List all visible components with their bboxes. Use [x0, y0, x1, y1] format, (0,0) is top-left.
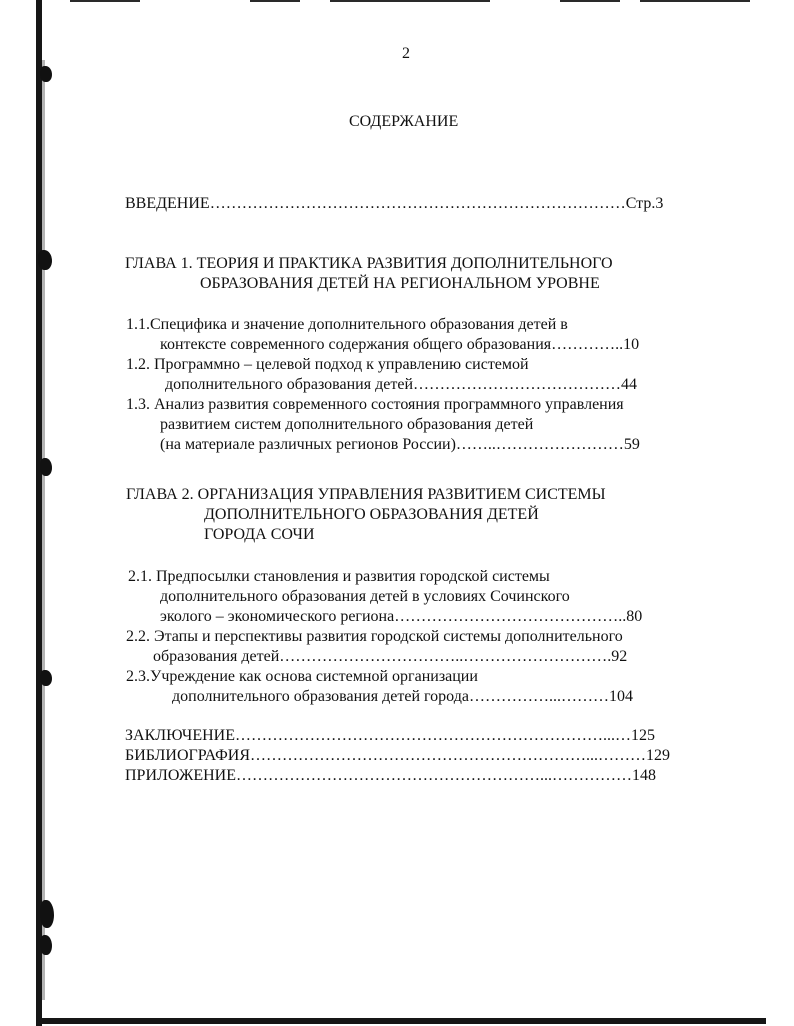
toc-entry-introduction: ВВЕДЕНИЕ……………………………………………………………………Стр.3 — [125, 195, 664, 212]
page-number: 2 — [402, 45, 410, 62]
toc-section-1-3: развитием систем дополнительного образования детей — [160, 416, 534, 433]
toc-chapter1-title: ГЛАВА 1. ТЕОРИЯ И ПРАКТИКА РАЗВИТИЯ ДОПОЛНИТЕЛЬНОГО — [125, 255, 613, 272]
toc-section-2-2: образования детей……………………………..……………………….92 — [153, 648, 628, 665]
toc-section-1-1: 1.1.Специфика и значение дополнительного образования детей в — [126, 316, 568, 333]
toc-section-2-1: дополнительного образования детей в условиях Сочинского — [160, 588, 570, 605]
toc-section-2-2: 2.2. Этапы и перспективы развития городской системы дополнительного — [126, 628, 623, 645]
toc-section-2-1: 2.1. Предпосылки становления и развития городской системы — [128, 568, 550, 585]
scan-top-mark — [330, 0, 490, 2]
binding-hole-mark — [38, 250, 52, 270]
scan-left-edge-shadow — [42, 60, 45, 1000]
binding-hole-mark — [40, 66, 52, 82]
binding-hole-mark — [40, 670, 52, 686]
scan-top-mark — [250, 0, 300, 2]
toc-section-1-2: 1.2. Программно – целевой подход к управлению системой — [126, 356, 529, 373]
binding-hole-mark — [40, 900, 54, 928]
toc-section-1-2: дополнительного образования детей…………………………………44 — [165, 376, 637, 393]
scan-bottom-edge — [36, 1018, 766, 1024]
binding-hole-mark — [40, 935, 52, 955]
toc-section-1-3: 1.3. Анализ развития современного состояния программного управления — [126, 396, 624, 413]
toc-chapter2-title: ГЛАВА 2. ОРГАНИЗАЦИЯ УПРАВЛЕНИЯ РАЗВИТИЕМ СИСТЕМЫ — [126, 486, 606, 503]
scan-top-mark — [560, 0, 620, 2]
toc-entry-bibliography: БИБЛИОГРАФИЯ………………………………………………………...………129 — [125, 747, 671, 764]
toc-section-2-3: дополнительного образования детей города……………...………104 — [172, 688, 633, 705]
scan-top-mark — [640, 0, 750, 2]
toc-chapter1-title: ОБРАЗОВАНИЯ ДЕТЕЙ НА РЕГИОНАЛЬНОМ УРОВНЕ — [200, 275, 600, 292]
toc-chapter2-title: ДОПОЛНИТЕЛЬНОГО ОБРАЗОВАНИЯ ДЕТЕЙ — [204, 506, 539, 523]
page-title: СОДЕРЖАНИЕ — [349, 113, 459, 130]
toc-section-2-1: эколого – экономического региона……………………………………..80 — [160, 608, 643, 625]
scan-top-mark — [70, 0, 140, 2]
toc-chapter2-title: ГОРОДА СОЧИ — [204, 526, 315, 543]
toc-section-1-3: (на материале различных регионов России)……..……………………59 — [160, 436, 640, 453]
toc-section-2-3: 2.3.Учреждение как основа системной организации — [126, 668, 478, 685]
toc-entry-appendix: ПРИЛОЖЕНИЕ…………………………………………………...……………148 — [125, 767, 657, 784]
binding-hole-mark — [40, 458, 52, 476]
toc-section-1-1: контексте современного содержания общего образования…………..10 — [160, 336, 640, 353]
toc-entry-conclusion: ЗАКЛЮЧЕНИЕ……………………………………………………………...…125 — [125, 727, 655, 744]
